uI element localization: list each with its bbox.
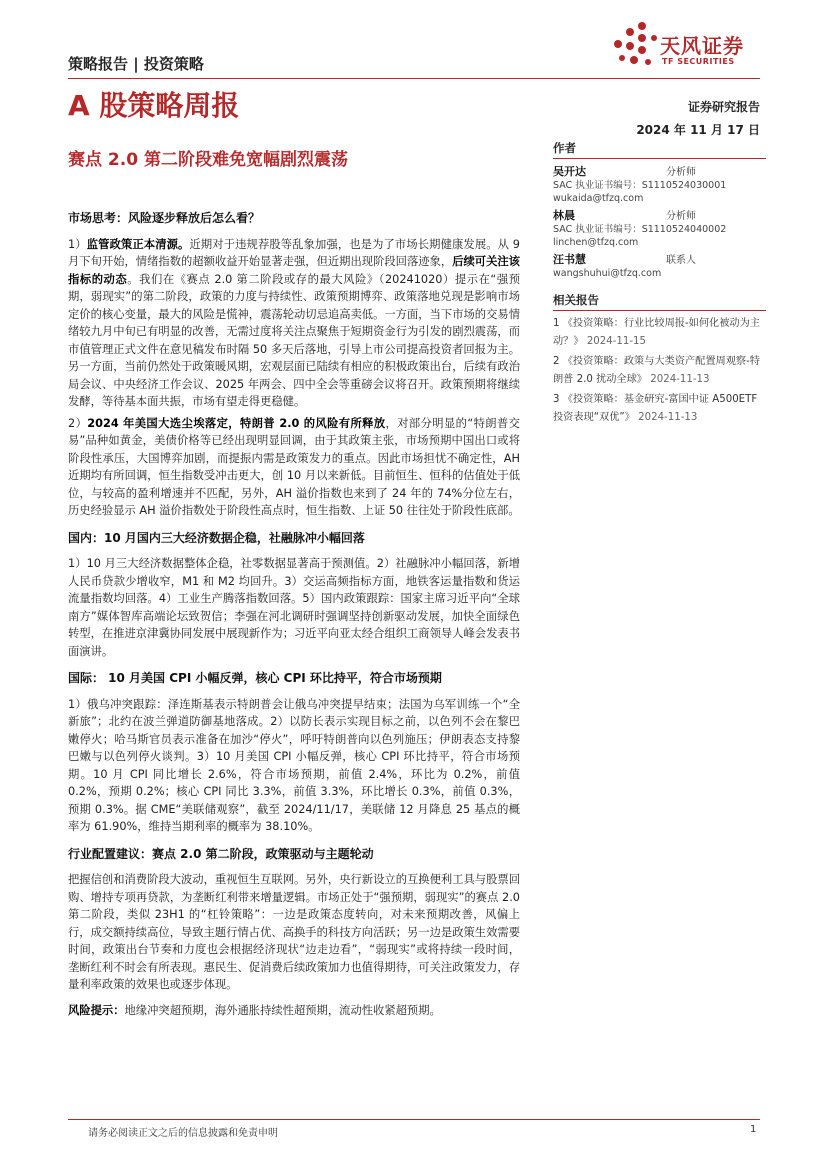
report-type: 证券研究报告	[687, 100, 760, 114]
section-heading: 市场思考：风险逐步释放后怎么看？	[68, 211, 261, 225]
header-divider	[68, 78, 760, 79]
paragraph: 1）监管政策正本清源。近期对于违规荐股等乱象加强，也是为了市场长期健康发展。从 9 月下旬开始，情绪指数的超额收益开始显著走强，但近期出现阶段回落迹象，后续可关注该指标的动态。我们在《赛点 2.0 第二阶段或存的最大风险》（20241020）提示在“强预期，弱现实”的第二阶段，政策的力度与持续性、政策预期博弈、政策落地兑现是影响市场定价的核心变量，最大的风险是慌神，震荡轮动切忌追高卖低。一方面，当下市场的交易情绪较九月中旬已有明显的改善，无需过度将关注点聚焦于短期资金行为引发的剧烈震荡，而市值管理正式文件在意见稿发布时隔 50 多天后落地，引导上市公司提高投资者回报为主。另一方面，当前仍然处于政策暖风期，宏观层面已陆续有相应的积极政策出台，后续有政治局会议、中央经济工作会议、2025 年两会、四中全会等重磅会议将召开。政策预期将继续发酵，等待基本面共振，市场有望走得更稳健。	[68, 237, 520, 408]
risk-note: 风险提示：地缘冲突超预期，海外通胀持续性超预期，流动性收紧超预期。	[68, 1003, 441, 1017]
report-date: 2024 年 11 月 17 日	[636, 123, 760, 137]
section-heading: 国内：10 月国内三大经济数据企稳，社融脉冲小幅回落	[68, 530, 365, 545]
authors-heading: 作者	[553, 138, 766, 159]
author-block: 林晨 分析师 SAC 执业证书编号：S1110524040002 linchen@tfzq.com	[553, 209, 727, 248]
related-item[interactable]: 2 《投资策略：政策与大类资产配置周观察-特朗普 2.0 扰动全球》 2024-11-13	[553, 356, 760, 385]
related-heading: 相关报告	[553, 290, 766, 311]
tf-logo-icon	[612, 20, 658, 72]
main-content	[68, 200, 520, 1023]
section-heading: 国际： 10 月美国 CPI 小幅反弹，核心 CPI 环比持平，符合市场预期	[68, 671, 442, 685]
logo-english: TF SECURITIES	[662, 57, 735, 66]
footer-disclaimer: 请务必阅读正文之后的信息披露和免责申明	[88, 1128, 278, 1139]
page-title: A 股策略周报	[68, 89, 240, 122]
paragraph: 把握信创和消费阶段大波动，重视恒生互联网。另外，央行新设立的互换便利工具与股票回购、增持专项再贷款，为垄断红利带来增量逻辑。市场正处于“强预期，弱现实”的赛点 2.0 第二阶段，类似 23H1 的“杠铃策略”：一边是政策态度转向，对未来预期改善，风偏上行，成交额持续高位，导致主题行情占优、高换手的科技方向活跃；另一边是政策生效需要时间，政策出台节奏和力度也会根据经济现状“边走边看”，“弱现实”或将持续一段时间，垄断红利不时会有所表现。惠民生、促消费后续政策加力也值得期待，可关注政策发力，存量利率政策的效果也或逐步体现。	[68, 873, 520, 991]
related-item[interactable]: 1 《投资策略：行业比较周报-如何化被动为主动？》 2024-11-15	[553, 318, 760, 347]
paragraph: 1）10 月三大经济数据整体企稳，社零数据显著高于预测值。2）社融脉冲小幅回落，新增人民币贷款少增收窄，M1 和 M2 均回升。3）交运高频指标方面，地铁客运量指数和货运流量指数均回落。4）工业生产腾落指数回落。5）国内政策跟踪：国家主席习近平向“全球南方”媒体智库高端论坛致贺信；李强在河北调研时强调坚持创新驱动发展，加快全面绿色转型，在推进京津冀协同发展中展现新作为；习近平向亚太经合组织工商领导人峰会发表书面演讲。	[68, 557, 520, 658]
section-heading: 行业配置建议：赛点 2.0 第二阶段，政策驱动与主题轮动	[68, 846, 374, 861]
report-category: 策略报告 | 投资策略	[68, 55, 204, 73]
author-block: 吴开达 分析师 SAC 执业证书编号：S1110524030001 wukaida@tfzq.com	[553, 165, 727, 204]
sidebar	[553, 138, 766, 429]
related-reports	[553, 290, 766, 427]
paragraph: 1）俄乌冲突跟踪：泽连斯基表示特朗普会让俄乌冲突提早结束；法国为乌军训练一个“全新旅”；北约在波兰弹道防御基地落成。2）以防长表示实现目标之前，以色列不会在黎巴嫩停火；哈马斯官员表示准备在加沙“停火”，呼吁特朗普向以色列施压；伊朗表态支持黎巴嫩与以色列停火谈判。3）10 月美国 CPI 小幅反弹，核心 CPI 环比持平，符合市场预期。10 月 CPI 同比增长 2.6%，符合市场预期，前值 2.4%，环比为 0.2%，前值 0.2%，预期 0.2%；核心 CPI 同比 3.3%，前值 3.3%，环比增长 0.3%，前值 0.3%，预期 0.3%。据 CME“美联储观察”，截至 2024/11/17，美联储 12 月降息 25 基点的概率为 61.90%，维持当期利率的概率为 38.10%。	[68, 697, 520, 833]
page-subtitle: 赛点 2.0 第二阶段难免宽幅剧烈震荡	[68, 150, 348, 170]
logo-text: 天风证券	[660, 34, 744, 58]
page-number: 1	[750, 1124, 757, 1135]
paragraph: 2）2024 年美国大选尘埃落定，特朗普 2.0 的风险有所释放，对部分明显的“特朗普交易”品种如黄金，美债价格等已经出现明显回调，由于其政策主张，市场预期中国出口或将阶段性承压，大国博弈加剧，而提振内需是政策发力的重点。因此市场担忧不确定性，AH 近期均有所回调，恒生指数受冲击更大，创 10 月以来新低。目前恒生、恒科的估值处于低位，与较高的盈利增速并不匹配，另外，AH 溢价指数也来到了 24 年的 74%分位左右，历史经验显示 AH 溢价指数处于阶段性高点时，恒生指数、上证 50 往往处于阶段性底部。	[68, 416, 520, 517]
related-item[interactable]: 3 《投资策略：基金研究-富国中证 A500ETF 投资表现“双优”》 2024-11-13	[553, 394, 758, 423]
author-block: 汪书慧 联系人 wangshuhui@tfzq.com	[553, 253, 696, 279]
footer-divider	[68, 1119, 760, 1120]
